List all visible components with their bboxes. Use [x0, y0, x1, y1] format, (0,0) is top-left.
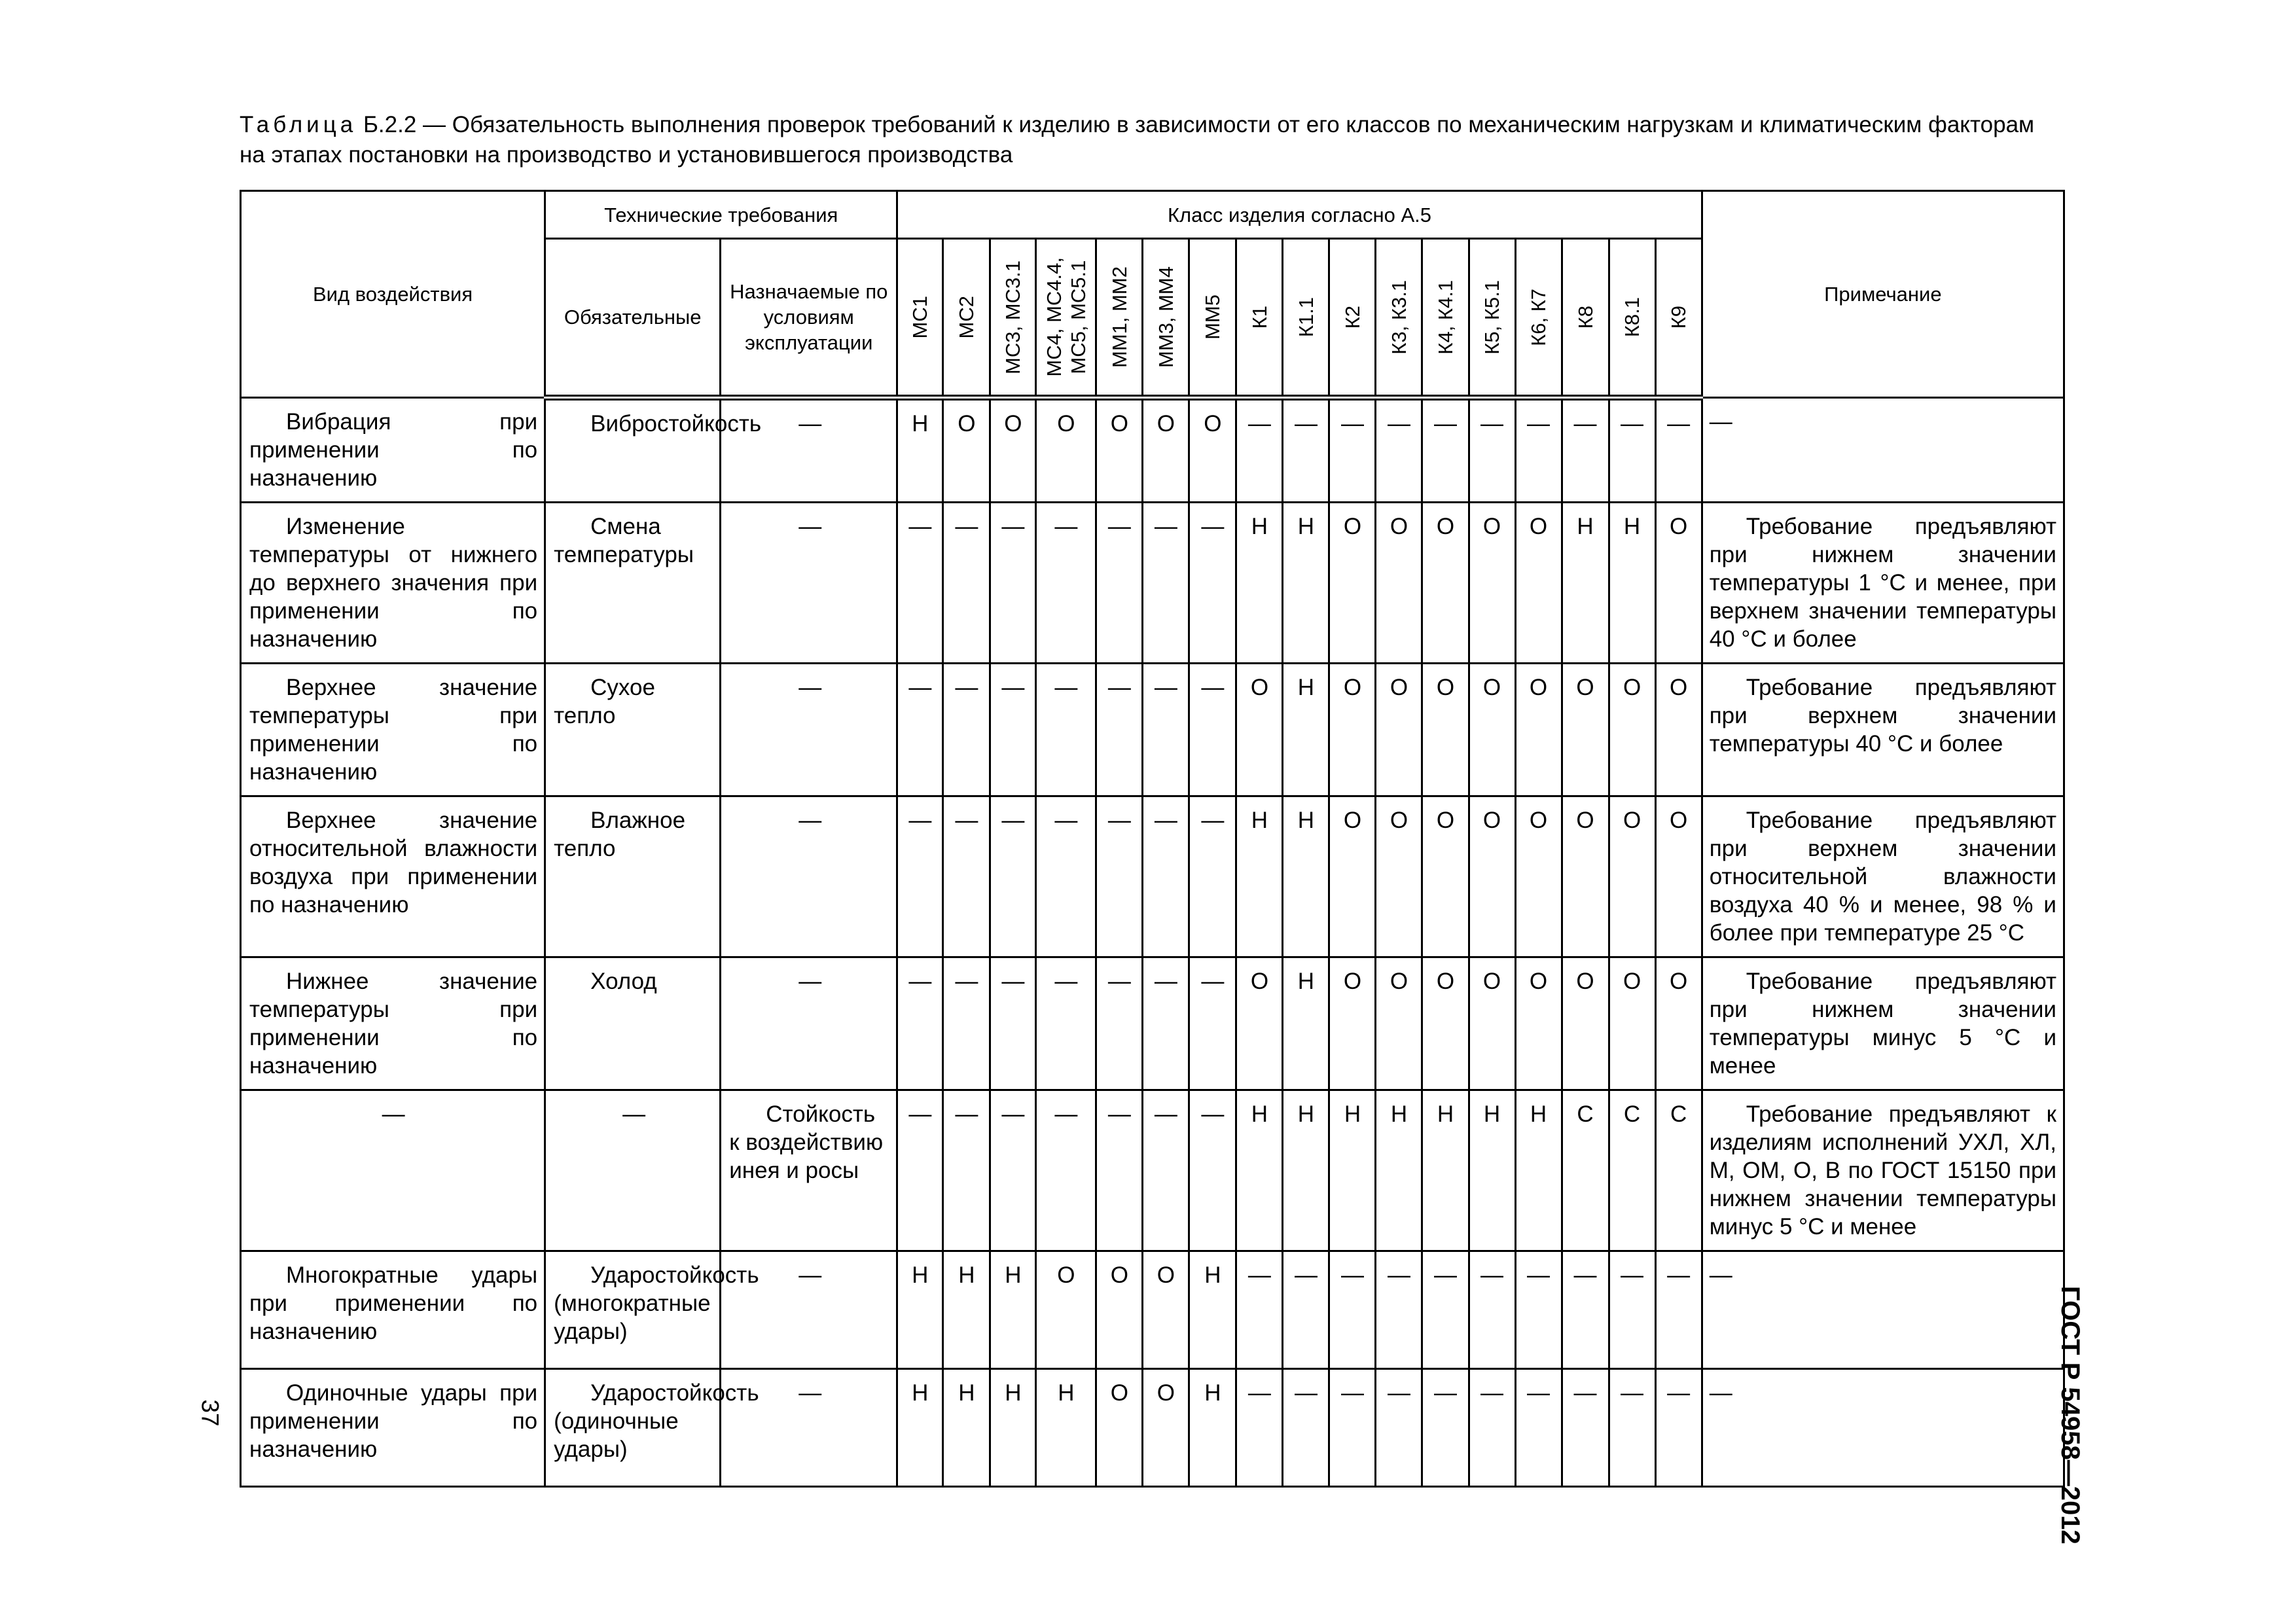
impact-cell: [241, 1369, 545, 1487]
class-mark-cell: —: [1236, 398, 1283, 503]
class-mark-cell: Н: [990, 1369, 1036, 1487]
class-mark-cell: Н: [897, 1369, 943, 1487]
class-mark-cell: —: [1189, 664, 1236, 796]
caption-text: Б.2.2 — Обязательность выполнения проверок требований к изделию в зависимости от его классов по механическим нагрузкам и климатическим факторам на этапах постановки на производство и установившегося производства: [240, 112, 2035, 168]
class-mark-cell: О: [1422, 664, 1469, 796]
header-impact: Вид воздействия: [241, 191, 545, 398]
class-mark-cell: Н: [1469, 1090, 1515, 1251]
class-mark-cell: О: [990, 398, 1036, 503]
class-mark-cell: —: [943, 796, 990, 957]
assigned-cell: —: [721, 1369, 897, 1487]
class-mark-cell: Н: [1236, 1090, 1283, 1251]
header-class-label: К5, К5.1: [1480, 279, 1503, 355]
class-mark-cell: —: [1283, 1369, 1329, 1487]
class-mark-cell: —: [1036, 957, 1096, 1090]
class-mark-cell: —: [1469, 398, 1515, 503]
class-mark-cell: Н: [943, 1369, 990, 1487]
impact-cell: [241, 796, 545, 957]
class-mark-cell: О: [1515, 957, 1562, 1090]
class-mark-cell: —: [1515, 1251, 1562, 1369]
header-class-0: [897, 239, 943, 398]
class-mark-cell: Н: [1422, 1090, 1469, 1251]
assigned-cell: —: [721, 398, 897, 503]
note-cell: [1702, 1090, 2064, 1251]
header-class-6: [1189, 239, 1236, 398]
header-class-16: [1655, 239, 1702, 398]
class-mark-cell: О: [1143, 398, 1189, 503]
mandatory-cell: [545, 398, 762, 503]
class-mark-cell: Н: [1236, 503, 1283, 664]
class-mark-cell: О: [1329, 664, 1376, 796]
mandatory-cell-text: Ударостойкость (одиночные удары): [554, 1380, 759, 1462]
class-mark-cell: —: [1515, 1369, 1562, 1487]
impact-cell-text: Вибрация при применении по назначению: [249, 409, 538, 491]
class-mark-cell: —: [1609, 1369, 1655, 1487]
class-mark-cell: О: [1609, 957, 1655, 1090]
header-class-8: [1283, 239, 1329, 398]
class-mark-cell: О: [1562, 796, 1609, 957]
class-mark-cell: О: [1376, 957, 1422, 1090]
class-mark-cell: —: [1143, 957, 1189, 1090]
mandatory-cell-text: Вибростойкость: [590, 411, 762, 437]
class-mark-cell: О: [1655, 957, 1702, 1090]
class-mark-cell: О: [1376, 664, 1422, 796]
header-class-4: [1096, 239, 1143, 398]
class-mark-cell: О: [1096, 1369, 1143, 1487]
class-mark-cell: Н: [990, 1251, 1036, 1369]
class-mark-cell: О: [1515, 796, 1562, 957]
table-row: [241, 957, 2064, 1090]
assigned-cell-text: Стойкость к воздействию инея и росы: [729, 1101, 884, 1183]
class-mark-cell: —: [897, 664, 943, 796]
class-mark-cell: Н: [1515, 1090, 1562, 1251]
class-mark-cell: Н: [1283, 957, 1329, 1090]
class-mark-cell: —: [1469, 1251, 1515, 1369]
class-mark-cell: —: [990, 796, 1036, 957]
table-row: [241, 1090, 2064, 1251]
class-mark-cell: О: [1562, 957, 1609, 1090]
requirements-table: [240, 190, 2065, 1488]
mandatory-cell-text: Смена температуры: [554, 514, 694, 567]
class-mark-cell: О: [1515, 664, 1562, 796]
header-class-2: [990, 239, 1036, 398]
class-mark-cell: С: [1609, 1090, 1655, 1251]
mandatory-cell: —: [545, 1090, 721, 1251]
impact-cell-text: Верхнее значение относительной влажности воздуха при применении по назначению: [249, 808, 538, 918]
class-mark-cell: —: [1189, 796, 1236, 957]
table-row: [241, 1369, 2064, 1487]
header-class-14: [1562, 239, 1609, 398]
class-mark-cell: —: [943, 957, 990, 1090]
class-mark-cell: О: [1189, 398, 1236, 503]
class-mark-cell: —: [1376, 1369, 1422, 1487]
mandatory-cell-text: Сухое тепло: [554, 675, 655, 728]
class-mark-cell: —: [1329, 398, 1376, 503]
class-mark-cell: —: [1422, 398, 1469, 503]
class-mark-cell: О: [1376, 503, 1422, 664]
assigned-cell: —: [721, 1251, 897, 1369]
note-cell: —: [1702, 1369, 2064, 1487]
header-note: Примечание: [1702, 191, 2064, 398]
class-mark-cell: —: [943, 1090, 990, 1251]
mandatory-cell: [545, 1369, 759, 1487]
class-mark-cell: С: [1562, 1090, 1609, 1251]
class-mark-cell: —: [1515, 398, 1562, 503]
class-mark-cell: —: [1376, 398, 1422, 503]
requirements-table-wrap: [240, 190, 2065, 1462]
impact-cell-text: Верхнее значение температуры при применении по назначению: [249, 675, 538, 785]
class-mark-cell: Н: [1036, 1369, 1096, 1487]
class-mark-cell: Н: [1283, 664, 1329, 796]
class-mark-cell: Н: [1376, 1090, 1422, 1251]
class-mark-cell: —: [1036, 503, 1096, 664]
class-mark-cell: —: [990, 957, 1036, 1090]
class-mark-cell: —: [1329, 1251, 1376, 1369]
impact-cell: [241, 398, 545, 503]
class-mark-cell: О: [1655, 796, 1702, 957]
class-mark-cell: Н: [1562, 503, 1609, 664]
header-class-group: Класс изделия согласно А.5: [897, 191, 1702, 239]
class-mark-cell: —: [897, 796, 943, 957]
header-class-label: К8: [1573, 305, 1597, 329]
header-class-label: К8.1: [1621, 296, 1644, 338]
caption-label: Таблица: [240, 112, 357, 137]
header-class-7: [1236, 239, 1283, 398]
mandatory-cell-text: Ударостойкость (многократные удары): [554, 1262, 759, 1344]
class-mark-cell: О: [1422, 503, 1469, 664]
class-mark-cell: —: [1655, 1369, 1702, 1487]
class-mark-cell: —: [1422, 1369, 1469, 1487]
page-number: 37: [196, 1399, 224, 1427]
class-mark-cell: —: [1562, 1369, 1609, 1487]
header-class-9: [1329, 239, 1376, 398]
class-mark-cell: Н: [897, 398, 943, 503]
impact-cell-text: Одиночные удары при применении по назначению: [249, 1380, 538, 1462]
impact-cell-text: Изменение температуры от нижнего до верхнего значения при применении по назначению: [249, 514, 538, 652]
class-mark-cell: О: [1236, 664, 1283, 796]
mandatory-cell-text: Влажное тепло: [554, 808, 686, 861]
header-tech-req: Технические требования: [545, 191, 897, 239]
class-mark-cell: —: [1096, 796, 1143, 957]
header-class-label: К1.1: [1294, 296, 1318, 338]
note-cell: [1702, 503, 2064, 664]
mandatory-cell: [545, 796, 721, 957]
note-cell: —: [1702, 1251, 2064, 1369]
class-mark-cell: —: [1329, 1369, 1376, 1487]
class-mark-cell: —: [1562, 398, 1609, 503]
class-mark-cell: О: [1036, 398, 1096, 503]
standard-designation: ГОСТ Р 54958—2012: [2056, 1286, 2085, 1544]
header-class-label: К3, К3.1: [1387, 279, 1410, 355]
header-class-12: [1469, 239, 1515, 398]
class-mark-cell: О: [1655, 503, 1702, 664]
header-class-label: К1: [1247, 305, 1271, 329]
class-mark-cell: —: [1562, 1251, 1609, 1369]
mandatory-cell: [545, 1251, 759, 1369]
class-mark-cell: О: [1562, 664, 1609, 796]
class-mark-cell: —: [897, 1090, 943, 1251]
class-mark-cell: —: [1422, 1251, 1469, 1369]
header-class-label: К4, К4.1: [1433, 279, 1457, 355]
table-caption: [240, 110, 2066, 170]
class-mark-cell: —: [1189, 503, 1236, 664]
header-class-label: К9: [1667, 305, 1691, 329]
class-mark-cell: —: [990, 1090, 1036, 1251]
class-mark-cell: Н: [943, 1251, 990, 1369]
class-mark-cell: Н: [1609, 503, 1655, 664]
header-class-label: МС2: [955, 295, 978, 339]
class-mark-cell: —: [943, 503, 990, 664]
class-mark-cell: —: [1655, 398, 1702, 503]
class-mark-cell: О: [1329, 957, 1376, 1090]
class-mark-cell: О: [1655, 664, 1702, 796]
class-mark-cell: —: [1376, 1251, 1422, 1369]
note-cell-text: Требование предъявляют при верхнем значении температуры 40 °С и более: [1709, 675, 2056, 757]
class-mark-cell: О: [1376, 796, 1422, 957]
table-row: [241, 664, 2064, 796]
class-mark-cell: О: [1329, 796, 1376, 957]
impact-cell: [241, 1251, 545, 1369]
assigned-cell: —: [721, 957, 897, 1090]
class-mark-cell: —: [1236, 1251, 1283, 1369]
header-class-label: ММ5: [1201, 294, 1225, 340]
class-mark-cell: —: [1143, 503, 1189, 664]
header-class-label: МС4, МС4.4, МС5, МС5.1: [1042, 257, 1090, 377]
class-mark-cell: —: [1609, 1251, 1655, 1369]
class-mark-cell: —: [990, 664, 1036, 796]
class-mark-cell: О: [1422, 796, 1469, 957]
class-mark-cell: О: [1096, 398, 1143, 503]
class-mark-cell: Н: [1236, 796, 1283, 957]
class-mark-cell: О: [1036, 1251, 1096, 1369]
header-class-label: МС1: [908, 295, 932, 339]
class-mark-cell: Н: [1189, 1369, 1236, 1487]
table-body: [241, 398, 2064, 1487]
class-mark-cell: —: [1096, 664, 1143, 796]
note-cell-text: Требование предъявляют при нижнем значении температуры минус 5 °С и менее: [1709, 969, 2056, 1079]
assigned-cell: —: [721, 664, 897, 796]
header-mandatory: Обязательные: [545, 239, 721, 398]
class-mark-cell: —: [1036, 664, 1096, 796]
class-mark-cell: О: [1143, 1369, 1189, 1487]
class-mark-cell: Н: [1283, 503, 1329, 664]
class-mark-cell: О: [1469, 664, 1515, 796]
impact-cell: —: [241, 1090, 545, 1251]
note-cell: [1702, 664, 2064, 796]
class-mark-cell: —: [1096, 503, 1143, 664]
header-class-10: [1376, 239, 1422, 398]
table-row: [241, 398, 2064, 503]
class-mark-cell: О: [1469, 796, 1515, 957]
note-cell: [1702, 957, 2064, 1090]
class-mark-cell: О: [1469, 503, 1515, 664]
class-mark-cell: С: [1655, 1090, 1702, 1251]
impact-cell-text: Нижнее значение температуры при применении по назначению: [249, 969, 538, 1079]
mandatory-cell: [545, 503, 721, 664]
header-class-label: К2: [1340, 305, 1364, 329]
mandatory-cell: [545, 957, 721, 1090]
header-class-label: МС3, МС3.1: [1001, 260, 1025, 374]
header-class-11: [1422, 239, 1469, 398]
note-cell: [1702, 796, 2064, 957]
mandatory-cell-text: Холод: [590, 969, 657, 994]
header-class-1: [943, 239, 990, 398]
class-mark-cell: О: [1422, 957, 1469, 1090]
class-mark-cell: —: [1143, 664, 1189, 796]
note-cell-text: Требование предъявляют при верхнем значении относительной влажности воздуха 40 % и менее, 98 % и более при температуре 25 °С: [1709, 808, 2056, 946]
impact-cell: [241, 503, 545, 664]
table-row: [241, 1251, 2064, 1369]
class-mark-cell: —: [1655, 1251, 1702, 1369]
header-class-3: [1036, 239, 1096, 398]
header-class-label: К6, К7: [1527, 288, 1551, 346]
class-mark-cell: —: [1096, 1090, 1143, 1251]
assigned-cell: [721, 1090, 897, 1251]
class-mark-cell: О: [1515, 503, 1562, 664]
class-mark-cell: —: [1189, 957, 1236, 1090]
assigned-cell: —: [721, 796, 897, 957]
class-mark-cell: О: [1329, 503, 1376, 664]
class-mark-cell: —: [1283, 1251, 1329, 1369]
class-mark-cell: —: [990, 503, 1036, 664]
class-mark-cell: —: [1189, 1090, 1236, 1251]
class-mark-cell: О: [1469, 957, 1515, 1090]
class-mark-cell: О: [1609, 796, 1655, 957]
header-class-15: [1609, 239, 1655, 398]
class-mark-cell: —: [897, 957, 943, 1090]
class-mark-cell: —: [1036, 796, 1096, 957]
mandatory-cell: [545, 664, 721, 796]
class-mark-cell: —: [1036, 1090, 1096, 1251]
class-mark-cell: —: [1236, 1369, 1283, 1487]
class-mark-cell: О: [1236, 957, 1283, 1090]
impact-cell-text: Многократные удары при применении по назначению: [249, 1262, 538, 1344]
class-mark-cell: —: [1283, 398, 1329, 503]
note-cell: —: [1702, 398, 2064, 503]
class-mark-cell: О: [1609, 664, 1655, 796]
class-mark-cell: —: [897, 503, 943, 664]
impact-cell: [241, 664, 545, 796]
assigned-cell: —: [721, 503, 897, 664]
table-row: [241, 796, 2064, 957]
class-mark-cell: О: [943, 398, 990, 503]
class-mark-cell: Н: [897, 1251, 943, 1369]
table-row: [241, 503, 2064, 664]
class-mark-cell: О: [1143, 1251, 1189, 1369]
class-mark-cell: Н: [1283, 1090, 1329, 1251]
class-mark-cell: —: [1143, 1090, 1189, 1251]
class-mark-cell: О: [1096, 1251, 1143, 1369]
header-assigned: Назначаемые по условиям эксплуатации: [721, 239, 897, 398]
header-class-label: ММ3, ММ4: [1154, 266, 1177, 368]
class-mark-cell: —: [1096, 957, 1143, 1090]
class-mark-cell: —: [943, 664, 990, 796]
class-mark-cell: —: [1469, 1369, 1515, 1487]
class-mark-cell: —: [1143, 796, 1189, 957]
impact-cell: [241, 957, 545, 1090]
header-class-5: [1143, 239, 1189, 398]
class-mark-cell: Н: [1283, 796, 1329, 957]
header-class-label: ММ1, ММ2: [1107, 266, 1131, 368]
class-mark-cell: —: [1609, 398, 1655, 503]
header-class-13: [1515, 239, 1562, 398]
note-cell-text: Требование предъявляют к изделиям исполнений УХЛ, ХЛ, М, ОМ, О, В по ГОСТ 15150 при нижнем значении температуры минус 5 °С и менее: [1709, 1101, 2056, 1240]
class-mark-cell: Н: [1329, 1090, 1376, 1251]
note-cell-text: Требование предъявляют при нижнем значении температуры 1 °С и менее, при верхнем значении температуры 40 °С и более: [1709, 514, 2056, 652]
class-mark-cell: Н: [1189, 1251, 1236, 1369]
